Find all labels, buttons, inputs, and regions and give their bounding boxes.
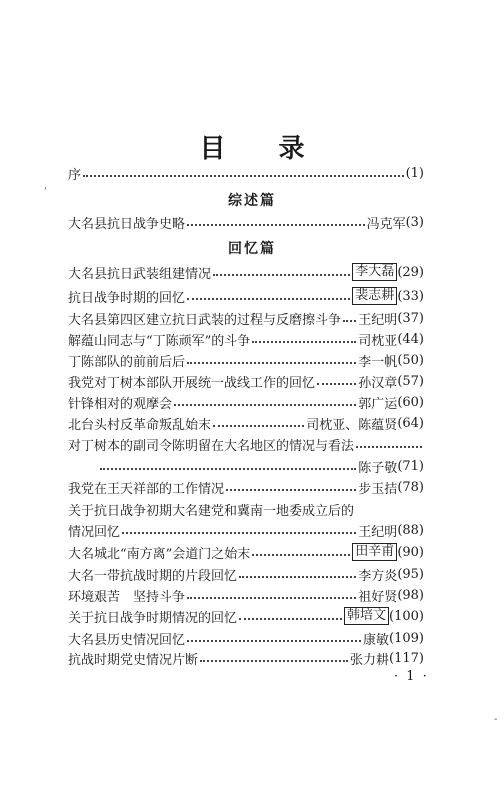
entry-page: (33) (397, 288, 424, 304)
leader-dots (200, 648, 348, 662)
section-heading-overview: 综述篇 (228, 193, 276, 209)
entry-title: 大名城北“南方离”会道门之始末 (68, 546, 251, 562)
entry-author: 裴志耕 (352, 287, 397, 305)
leader-dots (213, 413, 304, 427)
leader-dots (122, 520, 356, 534)
entry-author: 郭广运 (358, 396, 398, 412)
leader-dots (252, 329, 356, 343)
entry-author: 韩培文 (344, 607, 389, 625)
entry-page: (60) (397, 394, 424, 410)
entry-author: 司枕亚、陈蕴贤 (306, 417, 398, 433)
entry-author: 冯克军 (366, 216, 406, 232)
entry-author: 王纪明 (358, 312, 398, 328)
entry-author: 王纪明 (358, 524, 398, 540)
leader-dots (187, 212, 365, 226)
entry-title: 大名县抗日战争史略 (68, 216, 186, 232)
entry-title: 抗日战争时期的回忆 (68, 290, 186, 306)
leader-dots (83, 163, 404, 177)
entry-title: 关于抗日战争初期大名建党和冀南一地委成立后的 (68, 503, 355, 519)
leader-dots (100, 456, 356, 470)
entry-author: 张力耕 (350, 652, 390, 668)
entry-title: 序 (68, 167, 82, 183)
entry-title: 大名一带抗战时期的片段回忆 (68, 568, 238, 584)
leader-dots (343, 308, 356, 322)
entry-page: (109) (389, 630, 424, 646)
toc-entry-continuation (100, 456, 424, 476)
toc-entry (68, 628, 424, 648)
entry-page: (37) (397, 310, 424, 326)
entry-page: (88) (397, 522, 424, 538)
leader-dots (317, 371, 356, 385)
entry-title: 丁陈部队的前前后后 (68, 354, 186, 370)
entry-author: 司枕亚 (358, 333, 398, 349)
entry-title: 抗战时期党史情况片断 (68, 652, 199, 668)
entry-title: 针锋相对的观摩会 (68, 396, 173, 412)
entry-page: (3) (405, 214, 424, 230)
leader-dots (187, 286, 350, 300)
toc-entry (68, 371, 424, 391)
leader-dots (226, 477, 356, 491)
toc-entry (68, 477, 424, 497)
entry-title: 对丁树本的副司令陈明留在大名地区的情况与看法 (68, 438, 355, 454)
entry-page: (64) (397, 415, 424, 431)
toc-entry (68, 262, 424, 282)
leader-dots (187, 585, 356, 599)
toc-entry (68, 329, 424, 349)
page-number: · 1 · (394, 669, 429, 684)
entry-author: 步玉拮 (358, 481, 398, 497)
leader-dots (213, 262, 350, 276)
toc-entry (68, 606, 424, 626)
section-heading-memoir: 回忆篇 (228, 241, 276, 257)
toc-entry-continuation (68, 520, 424, 540)
toc-entry-preface (68, 163, 424, 183)
leader-dots (239, 606, 342, 620)
entry-title: 环境艰苦 坚持斗争 (68, 589, 186, 605)
toc-entry (68, 542, 424, 562)
page-title: 目 录 (199, 134, 327, 164)
entry-title: 大名县抗日武装组建情况 (68, 266, 212, 282)
entry-author: 孙汉章 (358, 375, 398, 391)
entry-page: (98) (397, 587, 424, 603)
entry-author: 康敏 (363, 632, 390, 648)
toc-entry (68, 350, 424, 370)
toc-entry (68, 499, 424, 519)
toc-entry (68, 392, 424, 412)
entry-title: 我党对丁树本部队开展统一战线工作的回忆 (68, 375, 316, 391)
toc-entry (68, 212, 424, 232)
entry-page: (90) (397, 544, 424, 560)
leader-dots (174, 392, 356, 406)
toc-entry (68, 564, 424, 584)
toc-entry (68, 648, 424, 668)
entry-page: (95) (397, 566, 424, 582)
entry-page: (50) (397, 352, 424, 368)
entry-page: (71) (397, 458, 424, 474)
leader-dots (252, 542, 350, 556)
scan-speck: ˈ (44, 187, 47, 198)
entry-title: 北台头村反革命叛乱始末 (68, 417, 212, 433)
entry-title: 解蕴山同志与“丁陈顽军”的斗争 (68, 333, 251, 349)
entry-page: (1) (405, 165, 424, 181)
entry-title: 大名县第四区建立抗日武装的过程与反磨擦斗争 (68, 312, 342, 328)
entry-page: (44) (397, 331, 424, 347)
entry-title-line2: 情况回忆 (68, 524, 121, 540)
entry-author: 田辛甫 (352, 543, 397, 561)
entry-page: (29) (397, 264, 424, 280)
toc-entry (68, 434, 424, 454)
leader-dots (187, 628, 361, 642)
leader-dots (187, 350, 356, 364)
toc-entry (68, 585, 424, 605)
leader-dots (239, 564, 356, 578)
toc-entry (68, 308, 424, 328)
entry-page: (78) (397, 479, 424, 495)
entry-author: 李方炎 (358, 568, 398, 584)
entry-title: 我党在王天祥部的工作情况 (68, 481, 225, 497)
entry-author: 祖好贤 (358, 589, 398, 605)
entry-author: 李一帆 (358, 354, 398, 370)
entry-page: (100) (389, 608, 424, 624)
entry-title: 大名县历史情况回忆 (68, 632, 186, 648)
toc-entry (68, 286, 424, 306)
entry-author: 陈子敬 (358, 460, 398, 476)
leader-dots (356, 434, 422, 448)
entry-title: 关于抗日战争时期情况的回忆 (68, 610, 238, 626)
scan-speck: - (494, 714, 498, 725)
toc-entry (68, 413, 424, 433)
entry-page: (117) (389, 650, 424, 666)
entry-page: (57) (397, 373, 424, 389)
entry-author: 李大磊 (352, 263, 397, 281)
